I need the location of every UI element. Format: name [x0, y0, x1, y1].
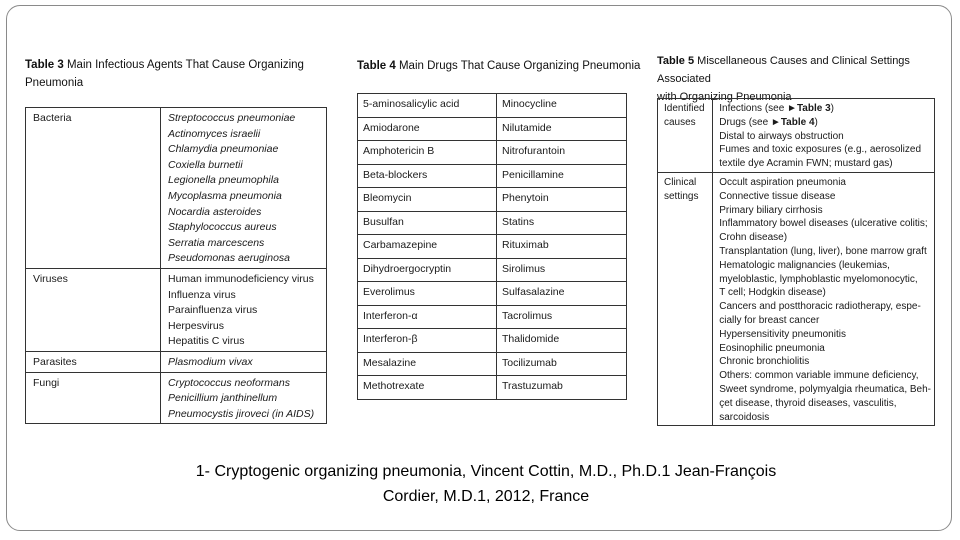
list-item-text: ): [830, 103, 835, 114]
list-item: Chronic bronchiolitis: [719, 356, 810, 368]
list-item: cially for breast cancer: [719, 314, 820, 326]
drug-cell: Beta-blockers: [358, 164, 497, 188]
list-item: Inflammatory bowel diseases (ulcerative colitis;: [719, 218, 928, 230]
drug-cell: Minocycline: [497, 94, 627, 118]
table-row: [358, 376, 627, 400]
list-item: çet disease, thyroid diseases, vasculitis,: [719, 397, 897, 409]
items-cell: [713, 99, 935, 173]
list-item: Parainfluenza virus: [168, 304, 258, 317]
table-row: [358, 94, 627, 118]
table-row: [358, 188, 627, 212]
list-item: T cell; Hodgkin disease): [719, 287, 826, 299]
table5-title-line2: with Organizing Pneumonia: [657, 91, 792, 103]
list-item: Plasmodium vivax: [168, 355, 253, 368]
drug-cell: Busulfan: [358, 211, 497, 235]
drug-cell: Nitrofurantoin: [497, 141, 627, 165]
table-row: [26, 108, 327, 269]
list-item: Cryptococcus neoformans: [168, 376, 290, 389]
list-item: Serratia marcescens: [168, 236, 265, 249]
list-item: Cancers and postthoracic radiotherapy, espe-: [719, 301, 921, 313]
list-item-text: Infections (see: [719, 103, 788, 114]
drug-cell: Interferon-β: [358, 329, 497, 353]
list-item: Connective tissue disease: [719, 190, 836, 202]
drug-cell: 5-aminosalicylic acid: [358, 94, 497, 118]
items-cell: [161, 268, 327, 351]
list-item: Chlamydia pneumoniae: [168, 143, 279, 156]
table-row: [358, 329, 627, 353]
items-cell: [161, 372, 327, 424]
list-item: Hematologic malignancies (leukemias,: [719, 259, 890, 271]
table-row: [658, 99, 935, 173]
category-cell: [658, 172, 713, 425]
table4-title-number: Table 4: [357, 60, 396, 72]
drug-cell: Mesalazine: [358, 352, 497, 376]
list-item-text: ): [814, 116, 818, 128]
category-label: Clinical: [664, 176, 697, 188]
table-row: [358, 282, 627, 306]
list-item: Legionella pneumophila: [168, 174, 279, 187]
drug-cell: Tocilizumab: [497, 352, 627, 376]
drug-cell: Dihydroergocryptin: [358, 258, 497, 282]
drug-cell: Nilutamide: [497, 117, 627, 141]
table3-title-number: Table 3: [25, 59, 64, 71]
list-item: Streptococcus pneumoniae: [168, 112, 296, 124]
table3-title-text: Main Infectious Agents That Cause Organizing: [63, 59, 304, 71]
citation-caption: [0, 459, 960, 509]
list-item: Human immunodeficiency virus: [168, 272, 314, 285]
list-item: sarcoidosis: [719, 411, 770, 423]
drug-cell: Penicillamine: [497, 164, 627, 188]
list-item: Primary biliary cirrhosis: [719, 204, 823, 216]
list-item: Influenza virus: [168, 288, 236, 301]
category-cell: Bacteria: [26, 108, 161, 269]
drug-cell: Carbamazepine: [358, 235, 497, 259]
drug-cell: Bleomycin: [358, 188, 497, 212]
list-item: textile dye Acramin FWN; mustard gas): [719, 158, 893, 170]
table-reference-link: ►Table 4: [770, 116, 815, 128]
table3-title-line2: Pneumonia: [25, 77, 84, 89]
items-cell: [713, 172, 935, 425]
list-item: Actinomyces israelii: [168, 127, 261, 140]
drug-cell: Tacrolimus: [497, 305, 627, 329]
list-item: Others: common variable immune deficiency,: [719, 370, 919, 382]
drug-cell: Trastuzumab: [497, 376, 627, 400]
list-item: Nocardia asteroides: [168, 205, 262, 218]
list-item: Mycoplasma pneumonia: [168, 189, 282, 202]
table-row: [358, 164, 627, 188]
table3: [25, 107, 327, 424]
drug-cell: Rituximab: [497, 235, 627, 259]
drug-cell: Methotrexate: [358, 376, 497, 400]
list-item: Pneumocystis jiroveci (in AIDS): [168, 407, 315, 420]
list-item: Hepatitis C virus: [168, 335, 245, 348]
table-row: [358, 352, 627, 376]
table-row: [26, 372, 327, 424]
category-cell: Parasites: [26, 351, 161, 372]
category-cell: Fungi: [26, 372, 161, 424]
list-item: Crohn disease): [719, 232, 788, 244]
list-item: [719, 102, 931, 116]
list-item-text: Drugs (see: [719, 116, 771, 128]
table-row: [358, 117, 627, 141]
drug-cell: Sirolimus: [497, 258, 627, 282]
table-row: [358, 305, 627, 329]
drug-cell: Statins: [497, 211, 627, 235]
category-label: causes: [664, 116, 696, 128]
list-item: myeloblastic, lymphoblastic myelomonocytic,: [719, 273, 918, 285]
list-item: Occult aspiration pneumonia: [719, 176, 846, 188]
list-item: Hypersensitivity pneumonitis: [719, 328, 846, 340]
table-row: [358, 141, 627, 165]
drug-cell: Interferon-α: [358, 305, 497, 329]
caption-line: Cordier, M.D.1, 2012, France: [382, 488, 590, 505]
list-item: Fumes and toxic exposures (e.g., aerosolized: [719, 144, 922, 156]
table5: [657, 98, 935, 426]
caption-line: 1- Cryptogenic organizing pneumonia, Vincent Cottin, M.D., Ph.D.1 Jean-François: [195, 463, 777, 480]
drug-cell: Sulfasalazine: [497, 282, 627, 306]
table4-title: [357, 57, 640, 75]
drug-cell: Amphotericin B: [358, 141, 497, 165]
list-item: Eosinophilic pneumonia: [719, 342, 825, 354]
table-row: [658, 172, 935, 425]
drug-cell: Phenytoin: [497, 188, 627, 212]
list-item: Sweet syndrome, polymyalgia rheumatica, Beh-: [719, 383, 931, 395]
table4-title-text: Main Drugs That Cause Organizing Pneumonia: [395, 60, 641, 72]
category-label: settings: [664, 190, 699, 202]
table4: [357, 93, 627, 400]
drug-cell: Everolimus: [358, 282, 497, 306]
list-item: Staphylococcus aureus: [168, 221, 277, 234]
table5-title-text: Miscellaneous Causes and Clinical Settings Associated: [657, 55, 910, 85]
category-cell: Viruses: [26, 268, 161, 351]
drug-cell: Amiodarone: [358, 117, 497, 141]
items-cell: [161, 351, 327, 372]
list-item: Transplantation (lung, liver), bone marrow graft: [719, 245, 927, 257]
table-row: [26, 268, 327, 351]
table-row: [358, 258, 627, 282]
table-row: [358, 235, 627, 259]
list-item: Coxiella burnetii: [168, 158, 243, 171]
drug-cell: Thalidomide: [497, 329, 627, 353]
category-label: Identified: [664, 103, 705, 114]
list-item: [719, 116, 931, 130]
category-cell: [658, 99, 713, 173]
table-row: [26, 351, 327, 372]
table-reference-link: ►Table 3: [787, 103, 831, 114]
list-item: Pseudomonas aeruginosa: [168, 252, 291, 265]
list-item: Penicillium janthinellum: [168, 392, 278, 405]
table-row: [358, 211, 627, 235]
list-item: Distal to airways obstruction: [719, 130, 844, 142]
table3-title: [25, 56, 304, 92]
table5-title-number: Table 5: [657, 55, 695, 67]
list-item: Herpesvirus: [168, 319, 225, 332]
items-cell: [161, 108, 327, 269]
